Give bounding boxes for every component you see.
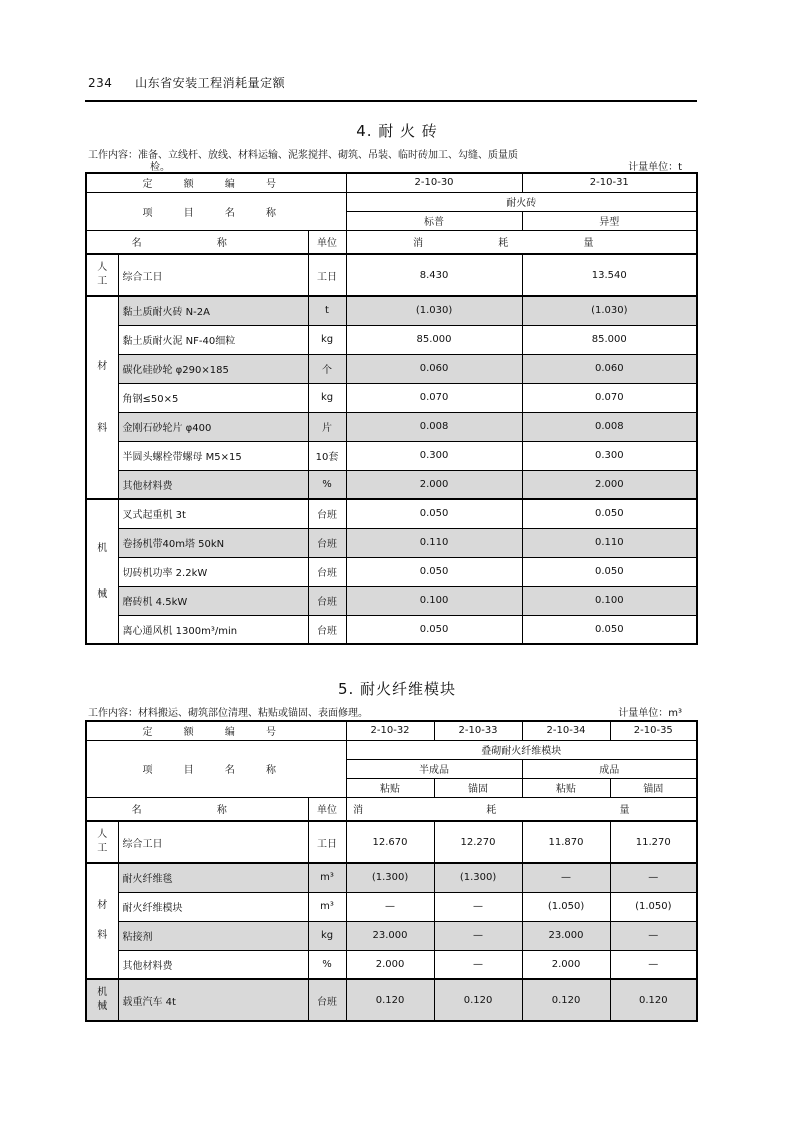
item-value: (1.050)	[522, 892, 610, 921]
item-value: 0.050	[346, 557, 522, 586]
item-name: 粘接剂	[118, 921, 308, 950]
col-name-header: 名 称	[86, 230, 308, 254]
item-name: 半圆头螺栓带螺母 M5×15	[118, 441, 308, 470]
item-value: (1.300)	[434, 863, 522, 892]
item-unit: 工日	[308, 821, 346, 863]
item-value: 13.540	[522, 254, 697, 296]
code-cell: 2-10-35	[610, 721, 697, 740]
header-rule	[85, 100, 697, 102]
col-name-header: 名 称	[86, 797, 308, 821]
item-value: (1.030)	[522, 296, 697, 325]
item-value: 0.050	[346, 615, 522, 644]
item-unit: %	[308, 470, 346, 499]
section4-unit: 计量单位：t	[628, 162, 682, 173]
item-unit: kg	[308, 921, 346, 950]
item-value: —	[434, 892, 522, 921]
code-cell: 2-10-31	[522, 173, 697, 192]
item-unit: 台班	[308, 979, 346, 1021]
item-value: (1.300)	[346, 863, 434, 892]
code-cell: 2-10-34	[522, 721, 610, 740]
item-unit: 片	[308, 412, 346, 441]
page-number: 234	[88, 76, 113, 90]
col-consumption-header: 消 耗 量	[346, 797, 697, 821]
item-unit: 10套	[308, 441, 346, 470]
item-name: 载重汽车 4t	[118, 979, 308, 1021]
item-value: 0.120	[346, 979, 434, 1021]
item-value: 23.000	[346, 921, 434, 950]
group-label: 耐火砖	[346, 192, 697, 211]
section5-unit: 计量单位：m³	[618, 708, 682, 719]
item-unit: 台班	[308, 557, 346, 586]
item-value: 0.060	[522, 354, 697, 383]
section5-table	[85, 720, 698, 1022]
item-name: 叉式起重机 3t	[118, 499, 308, 528]
sub-label: 异型	[522, 211, 697, 230]
code-header-label: 定 额 编 号	[86, 173, 346, 192]
item-value: 2.000	[346, 470, 522, 499]
item-unit: 台班	[308, 528, 346, 557]
group-label: 叠砌耐火纤维模块	[346, 740, 697, 759]
page-header	[88, 74, 285, 91]
item-name: 其他材料费	[118, 470, 308, 499]
item-name: 其他材料费	[118, 950, 308, 979]
code-cell: 2-10-30	[346, 173, 522, 192]
item-value: 2.000	[522, 950, 610, 979]
section5-work-content: 工作内容：材料搬运、砌筑部位清理、粘贴或锚固、表面修理。	[88, 708, 368, 719]
item-name: 角钢≤50×5	[118, 383, 308, 412]
item-value: —	[434, 950, 522, 979]
item-value: 0.050	[346, 499, 522, 528]
leaf-label: 粘贴	[522, 778, 610, 797]
item-value: —	[346, 892, 434, 921]
item-value: 0.008	[522, 412, 697, 441]
item-name: 金刚石砂轮片 φ400	[118, 412, 308, 441]
code-header-label: 定 额 编 号	[86, 721, 346, 740]
section4-work-content: 工作内容：准备、立线杆、放线、材料运输、泥浆搅拌、砌筑、吊装、临时砖加工、勾缝、质量质	[88, 150, 518, 161]
category-labor: 人工	[86, 821, 118, 863]
item-name: 磨砖机 4.5kW	[118, 586, 308, 615]
item-value: —	[610, 921, 697, 950]
item-value: 2.000	[346, 950, 434, 979]
item-value: (1.030)	[346, 296, 522, 325]
item-value: 23.000	[522, 921, 610, 950]
category-labor: 人工	[86, 254, 118, 296]
item-value: 0.070	[346, 383, 522, 412]
item-value: 0.008	[346, 412, 522, 441]
item-value: 8.430	[346, 254, 522, 296]
section4-work-content-cont: 检。	[150, 162, 170, 173]
item-value: 12.670	[346, 821, 434, 863]
item-header-label: 项 目 名 称	[86, 192, 346, 230]
item-header-label: 项 目 名 称	[86, 740, 346, 797]
item-name: 综合工日	[118, 821, 308, 863]
item-value: (1.050)	[610, 892, 697, 921]
item-unit: m³	[308, 892, 346, 921]
item-unit: kg	[308, 325, 346, 354]
item-value: 11.270	[610, 821, 697, 863]
item-unit: 个	[308, 354, 346, 383]
item-value: 0.300	[522, 441, 697, 470]
item-unit: 工日	[308, 254, 346, 296]
sub-label: 标普	[346, 211, 522, 230]
leaf-label: 锚固	[610, 778, 697, 797]
item-name: 卷扬机带40m塔 50kN	[118, 528, 308, 557]
item-value: 2.000	[522, 470, 697, 499]
code-cell: 2-10-33	[434, 721, 522, 740]
item-value: 0.110	[346, 528, 522, 557]
item-name: 耐火纤维毯	[118, 863, 308, 892]
item-unit: m³	[308, 863, 346, 892]
item-name: 离心通风机 1300m³/min	[118, 615, 308, 644]
item-value: —	[434, 921, 522, 950]
item-value: —	[610, 863, 697, 892]
item-value: 0.120	[522, 979, 610, 1021]
item-name: 综合工日	[118, 254, 308, 296]
category-machine: 机械	[86, 979, 118, 1021]
section5-title: 5. 耐火纤维模块	[337, 680, 457, 698]
item-name: 黏土质耐火砖 N-2A	[118, 296, 308, 325]
item-unit: 台班	[308, 586, 346, 615]
item-name: 黏土质耐火泥 NF-40细粒	[118, 325, 308, 354]
item-value: 0.100	[346, 586, 522, 615]
item-value: 0.120	[434, 979, 522, 1021]
item-value: —	[610, 950, 697, 979]
category-material: 材 料	[86, 296, 118, 499]
category-material: 材 料	[86, 863, 118, 979]
section4-title: 4. 耐 火 砖	[356, 122, 438, 140]
sub-group-label: 半成品	[346, 759, 522, 778]
code-cell: 2-10-32	[346, 721, 434, 740]
item-value: 0.050	[522, 615, 697, 644]
col-consumption-header: 消 耗 量	[346, 230, 697, 254]
item-name: 碳化硅砂轮 φ290×185	[118, 354, 308, 383]
item-unit: t	[308, 296, 346, 325]
item-unit: 台班	[308, 615, 346, 644]
item-value: 0.050	[522, 499, 697, 528]
col-unit-header: 单位	[308, 797, 346, 821]
item-value: 0.100	[522, 586, 697, 615]
leaf-label: 锚固	[434, 778, 522, 797]
item-value: 0.050	[522, 557, 697, 586]
section4-table	[85, 172, 698, 645]
item-value: —	[522, 863, 610, 892]
item-value: 85.000	[346, 325, 522, 354]
item-value: 11.870	[522, 821, 610, 863]
item-value: 0.070	[522, 383, 697, 412]
col-unit-header: 单位	[308, 230, 346, 254]
item-value: 0.300	[346, 441, 522, 470]
item-value: 0.060	[346, 354, 522, 383]
item-unit: 台班	[308, 499, 346, 528]
leaf-label: 粘贴	[346, 778, 434, 797]
sub-group-label: 成品	[522, 759, 697, 778]
book-title: 山东省安装工程消耗量定额	[135, 76, 286, 90]
category-machine: 机 械	[86, 499, 118, 644]
item-value: 12.270	[434, 821, 522, 863]
item-unit: %	[308, 950, 346, 979]
item-value: 85.000	[522, 325, 697, 354]
item-unit: kg	[308, 383, 346, 412]
item-name: 耐火纤维模块	[118, 892, 308, 921]
item-name: 切砖机功率 2.2kW	[118, 557, 308, 586]
item-value: 0.120	[610, 979, 697, 1021]
item-value: 0.110	[522, 528, 697, 557]
